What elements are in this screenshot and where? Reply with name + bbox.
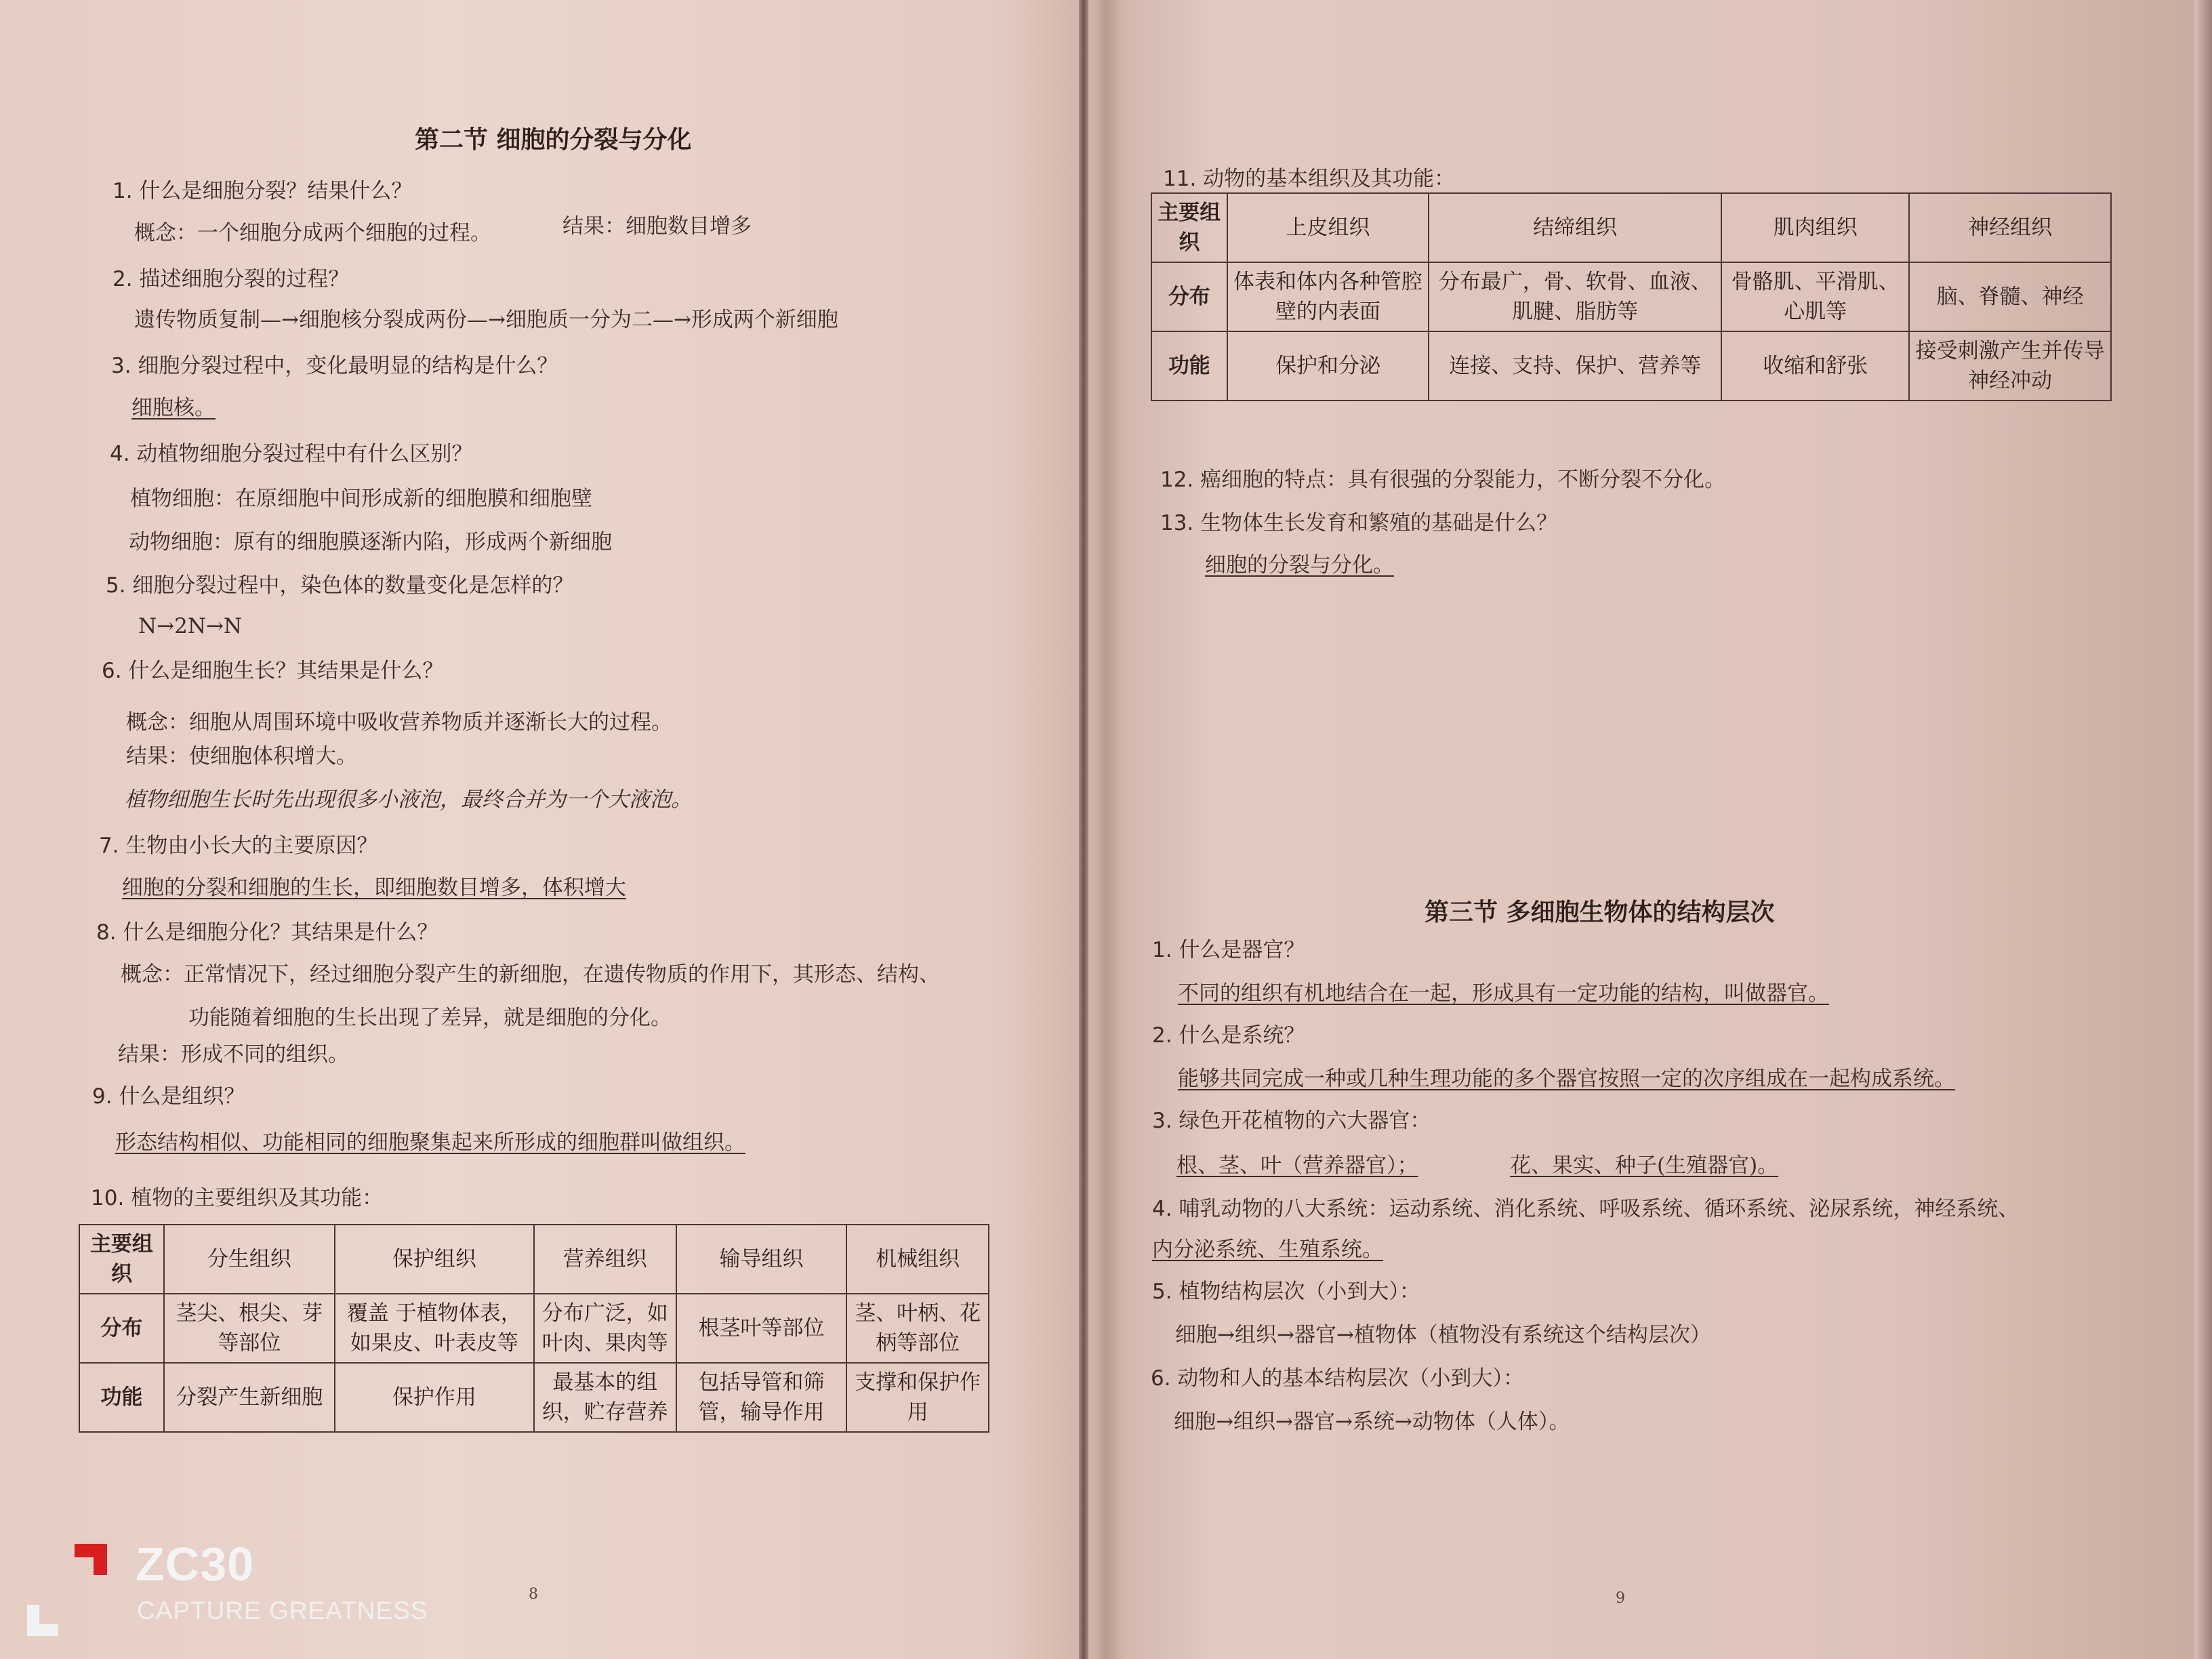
table-cell: 最基本的组织，贮存营养 (534, 1363, 676, 1432)
answer-8-concept: 概念：正常情况下，经过细胞分裂产生的新细胞，在遗传物质的作用下，其形态、结构、 (121, 962, 940, 987)
answer-7: 细胞的分裂和细胞的生长，即细胞数目增多，体积增大 (122, 876, 626, 900)
question-2: 2. 描述细胞分裂的过程？ (112, 267, 350, 291)
answer-1-concept: 概念：一个细胞分成两个细胞的过程。 (134, 221, 491, 245)
table-header-row (79, 1225, 989, 1294)
table-cell: 神经组织 (1909, 193, 2111, 262)
table-cell: 功能 (1151, 331, 1227, 401)
question-1: 1. 什么是细胞分裂？结果什么？ (112, 179, 413, 203)
answer-5: N→2N→N (138, 614, 243, 638)
answer-s3-3-reproductive: 花、果实、种子(生殖器官)。 (1510, 1153, 1779, 1178)
table-cell: 骨骼肌、平滑肌、心肌等 (1721, 262, 1909, 331)
table-row (79, 1294, 989, 1363)
question-s3-1: 1. 什么是器官？ (1152, 938, 1305, 962)
answer-4-animal: 动物细胞：原有的细胞膜逐渐内陷，形成两个新细胞 (129, 530, 612, 554)
table-cell: 主要组织 (1151, 193, 1227, 262)
question-s3-3: 3. 绿色开花植物的六大器官： (1152, 1109, 1431, 1133)
right-page (1090, 0, 2194, 1659)
answer-s3-5: 细胞→组织→器官→植物体（植物没有系统这个结构层次） (1175, 1323, 1711, 1347)
table-row (1151, 262, 2111, 331)
question-9: 9. 什么是组织？ (92, 1084, 245, 1109)
table-cell: 分生组织 (164, 1225, 335, 1294)
question-s3-6: 6. 动物和人的基本结构层次（小到大）： (1151, 1366, 1524, 1391)
table-cell: 根茎叶等部位 (676, 1294, 847, 1363)
watermark-brand: ZC30 (136, 1538, 255, 1591)
question-3: 3. 细胞分裂过程中，变化最明显的结构是什么？ (111, 354, 558, 378)
table-cell: 分布广泛，如叶肉、果肉等 (534, 1294, 676, 1363)
table-cell: 输导组织 (676, 1225, 847, 1294)
table-cell: 脑、脊髓、神经 (1909, 262, 2111, 331)
answer-6-result: 结果：使细胞体积增大。 (126, 744, 357, 769)
section-title-2: 第二节 细胞的分裂与分化 (415, 126, 692, 154)
answer-9: 形态结构相似、功能相同的细胞聚集起来所形成的细胞群叫做组织。 (115, 1130, 745, 1155)
handwritten-note-vacuole: 植物细胞生长时先出现很多小液泡，最终合并为一个大液泡。 (125, 787, 692, 812)
table-cell: 收缩和舒张 (1721, 331, 1909, 401)
question-13: 13. 生物体生长发育和繁殖的基础是什么？ (1160, 511, 1558, 535)
left-page (0, 0, 1078, 1659)
question-4: 4. 动植物细胞分裂过程中有什么区别？ (110, 442, 473, 466)
page-edge (2194, 0, 2212, 1659)
answer-2: 遗传物质复制—→细胞核分裂成两份—→细胞质一分为二—→形成两个新细胞 (134, 308, 838, 332)
question-5: 5. 细胞分裂过程中，染色体的数量变化是怎样的？ (106, 573, 574, 598)
answer-s3-4-cont: 内分泌系统、生殖系统。 (1152, 1237, 1383, 1262)
table-cell: 保护和分泌 (1227, 331, 1429, 401)
answer-3: 细胞核。 (131, 396, 216, 420)
question-11: 11. 动物的基本组织及其功能： (1163, 167, 1456, 191)
answer-1-result: 结果：细胞数目增多 (562, 214, 752, 239)
question-10: 10. 植物的主要组织及其功能： (91, 1186, 384, 1210)
table-header-row (1151, 193, 2111, 262)
table-cell: 分布 (79, 1294, 164, 1363)
table-cell: 肌肉组织 (1721, 193, 1909, 262)
answer-8-concept-cont: 功能随着细胞的生长出现了差异，就是细胞的分化。 (188, 1006, 672, 1030)
answer-13: 细胞的分裂与分化。 (1205, 553, 1394, 577)
answer-s3-1: 不同的组织有机地结合在一起，形成具有一定功能的结构，叫做器官。 (1178, 981, 1829, 1006)
answer-8-result: 结果：形成不同的组织。 (118, 1042, 349, 1067)
table-cell: 支撑和保护作用 (846, 1363, 989, 1432)
watermark-tagline: CAPTURE GREATNESS (137, 1597, 428, 1624)
page-number-right: 9 (1616, 1590, 1625, 1607)
table-row (1151, 331, 2111, 401)
table-cell: 体表和体内各种管腔壁的内表面 (1227, 262, 1429, 331)
animal-tissue-table (1151, 192, 2112, 401)
table-cell: 分布 (1151, 262, 1227, 331)
question-8: 8. 什么是细胞分化？其结果是什么？ (96, 920, 438, 945)
table-cell: 分布最广，骨、软骨、血液、肌腱、脂肪等 (1429, 262, 1721, 331)
answer-6-concept: 概念：细胞从周围环境中吸收营养物质并逐渐长大的过程。 (126, 710, 672, 735)
question-s3-2: 2. 什么是系统？ (1152, 1023, 1305, 1048)
table-cell: 功能 (79, 1363, 164, 1432)
page-number-left: 8 (529, 1586, 538, 1603)
question-6: 6. 什么是细胞生长？其结果是什么？ (102, 659, 444, 683)
table-cell: 保护作用 (335, 1363, 534, 1432)
table-cell: 茎、叶柄、花柄等部位 (846, 1294, 989, 1363)
table-cell: 保护组织 (335, 1225, 534, 1294)
book-spine (1079, 0, 1088, 1659)
table-row (79, 1363, 989, 1432)
corner-bracket-icon (27, 1605, 58, 1636)
table-cell: 覆盖 于植物体表，如果皮、叶表皮等 (335, 1294, 534, 1363)
section-title-3: 第三节 多细胞生物体的结构层次 (1425, 899, 1775, 926)
table-cell: 上皮组织 (1227, 193, 1429, 262)
answer-s3-3-vegetative: 根、茎、叶（营养器官）； (1176, 1153, 1418, 1178)
answer-s3-2: 能够共同完成一种或几种生理功能的多个器官按照一定的次序组成在一起构成系统。 (1178, 1067, 1955, 1091)
question-s3-4: 4. 哺乳动物的八大系统：运动系统、消化系统、呼吸系统、循环系统、泌尿系统，神经系统、 (1152, 1197, 2020, 1221)
table-cell: 机械组织 (846, 1225, 989, 1294)
question-12: 12. 癌细胞的特点：具有很强的分裂能力，不断分裂不分化。 (1160, 468, 1726, 492)
table-cell: 营养组织 (534, 1225, 676, 1294)
answer-4-plant: 植物细胞：在原细胞中间形成新的细胞膜和细胞壁 (130, 487, 592, 511)
table-cell: 接受刺激产生并传导神经冲动 (1909, 331, 2111, 401)
table-cell: 包括导管和筛管，输导作用 (676, 1363, 847, 1432)
question-s3-5: 5. 植物结构层次（小到大）： (1152, 1279, 1420, 1304)
table-cell: 主要组织 (79, 1225, 164, 1294)
question-7: 7. 生物由小长大的主要原因？ (99, 834, 378, 858)
table-cell: 分裂产生新细胞 (164, 1363, 335, 1432)
camera-logo-icon (75, 1544, 107, 1576)
plant-tissue-table (79, 1224, 989, 1433)
table-cell: 茎尖、根尖、芽等部位 (164, 1294, 335, 1363)
table-cell: 结缔组织 (1429, 193, 1721, 262)
answer-s3-6: 细胞→组织→器官→系统→动物体（人体）。 (1174, 1410, 1570, 1434)
table-cell: 连接、支持、保护、营养等 (1429, 331, 1721, 401)
